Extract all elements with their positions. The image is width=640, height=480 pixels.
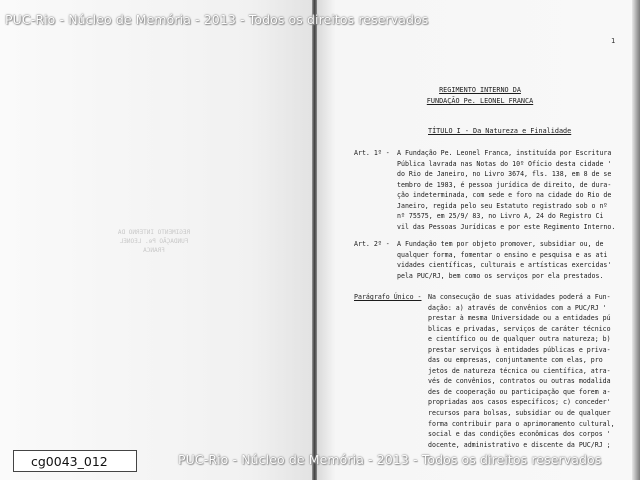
text-line: docente, administrativo e discente da PUC/RJ ;	[428, 440, 611, 449]
text-line: pela PUC/RJ, bem como os serviços por ela prestados.	[397, 271, 604, 280]
section-title: TÍTULO I - Da Natureza e Finalidade	[428, 127, 572, 135]
paragraph-body	[428, 292, 615, 450]
bleed-through-text	[110, 228, 198, 255]
article-body	[397, 239, 611, 281]
text-line: des de cooperação ou participação que forem a-	[428, 387, 611, 396]
text-line: A Fundação Pe. Leonel Franca, instituída por Escritura	[397, 149, 612, 157]
text-line: social e das condições econômicas dos corpos '	[428, 430, 611, 439]
text-line: nº 75575, em 25/9/ 83, no Livro A, 24 do Registro Ci	[397, 212, 604, 221]
text-line: propriadas aos casos específicos; c) conceder'	[428, 398, 611, 407]
text-line: e científico ou de qualquer outra natureza; b)	[428, 335, 611, 344]
document-title	[380, 85, 580, 107]
text-line: Na consecução de suas atividades poderá a Fun-	[428, 293, 611, 301]
text-line: Janeiro, regida pelo seu Estatuto registrado sob o nº	[397, 201, 608, 210]
left-page	[0, 0, 314, 480]
text-line: das ou empresas, conjuntamente com elas, pro	[428, 356, 603, 365]
title-line: REGIMENTO INTERNO DA	[439, 86, 521, 94]
article-label: Art. 1º -	[354, 149, 390, 157]
text-line: dação: a) através de convênios com a PUC/RJ '	[428, 303, 607, 312]
text-line: prestar à mesma Universidade ou a entidades pú	[428, 314, 611, 323]
text-line: prestar serviços à entidades públicas e priva-	[428, 345, 611, 354]
watermark-top: PUC-Rio - Núcleo de Memória - 2013 - Todos os direitos reservados	[5, 12, 429, 27]
bleed-line: FUNDAÇÃO Pe. LEONEL FRANCA	[119, 238, 189, 254]
text-line: do Rio de Janeiro, no Livro 3674, fls. 138, em 8 de se	[397, 170, 612, 179]
text-line: ção indeterminada, com sede e foro na cidade do Rio de	[397, 191, 612, 200]
page-number: 1	[611, 37, 616, 45]
title-line: FUNDAÇÃO Pe. LEONEL FRANCA	[426, 97, 534, 105]
text-line: blicas e privadas, serviços de caráter técnico	[428, 324, 611, 333]
text-line: jetos de natureza técnica ou científica, atra-	[428, 366, 611, 375]
text-line: forma contribuir para o aprimoramento cultural,	[428, 419, 615, 428]
text-line: tembro de 1983, é pessoa jurídica de direito, de dura-	[397, 180, 612, 189]
article-body	[397, 148, 615, 232]
paragraph-label: Parágrafo Único -	[354, 293, 422, 301]
bleed-line: REGIMENTO INTERNO DA	[117, 229, 191, 236]
catalog-id-label: cg0043_012	[13, 450, 137, 472]
article-label: Art. 2º -	[354, 240, 390, 248]
text-line: A Fundação tem por objeto promover, subsidiar ou, de	[397, 240, 604, 248]
book-spine	[312, 0, 317, 480]
text-line: vés de convênios, contratos ou outras modalida	[428, 377, 611, 386]
text-line: Pública lavrada nas Notas do 10º Ofício desta cidade '	[397, 159, 612, 168]
text-line: qualquer forma, fomentar o ensino e pesquisa e as ati	[397, 250, 608, 259]
text-line: recursos para bolsas, subsidiar ou de qualquer	[428, 409, 611, 418]
text-line: vil das Pessoas Jurídicas e por este Regimento Interno.	[397, 222, 616, 231]
text-line: vidades científicas, culturais e artísticas exercidas'	[397, 261, 612, 270]
page-edge	[632, 0, 640, 480]
watermark-bottom: PUC-Rio - Núcleo de Memória - 2013 - Todos os direitos reservados	[178, 452, 602, 467]
